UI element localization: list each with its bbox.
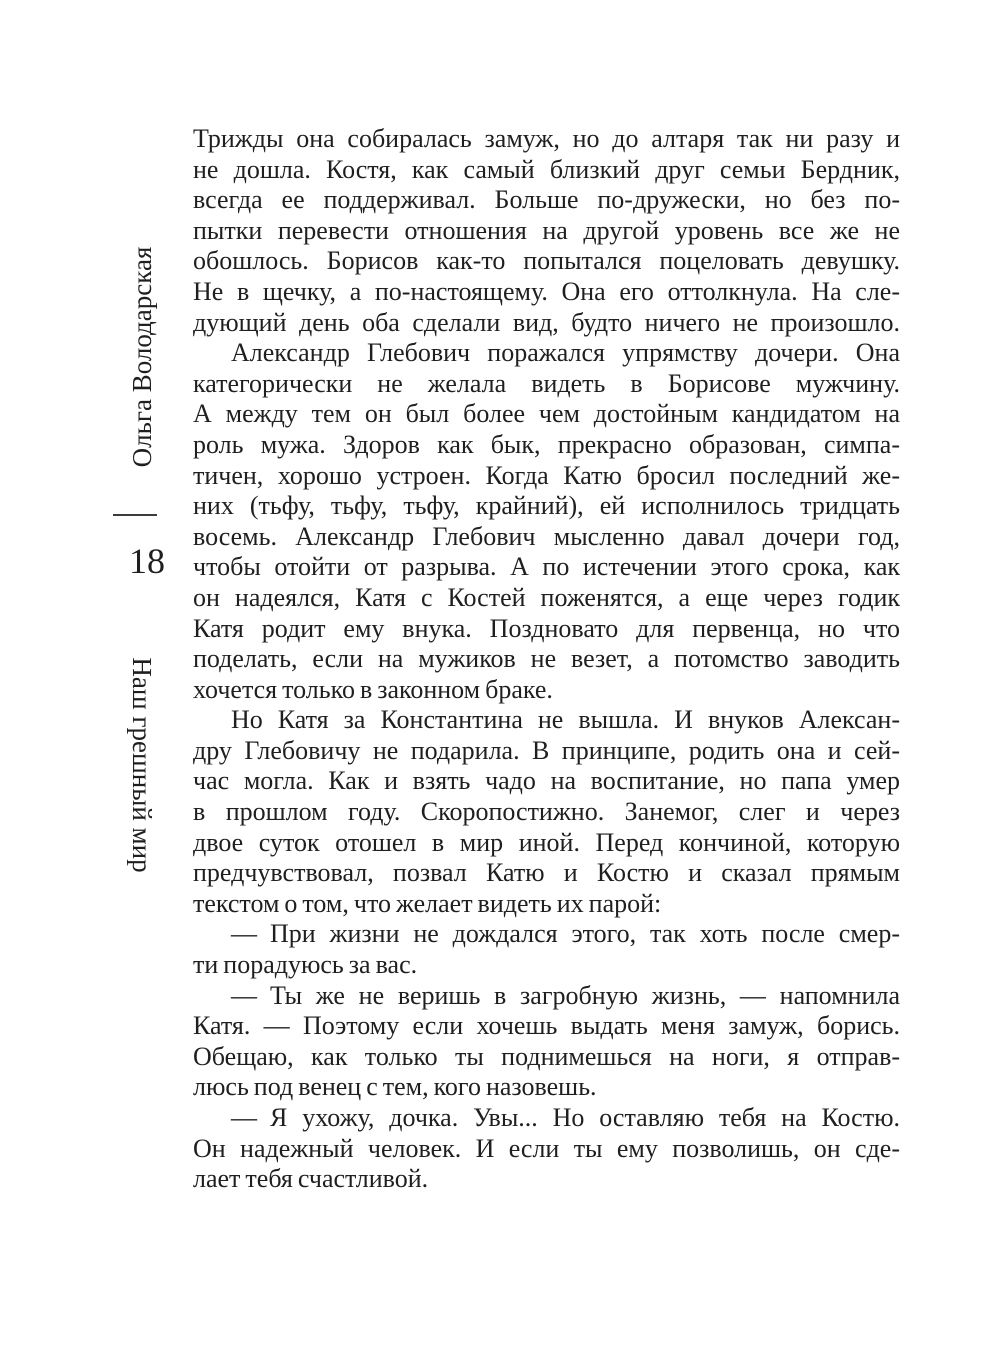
text-line: поделать, если на мужиков не везет, а потомство заводить [193, 644, 900, 674]
text-line: дру Глебовичу не подарила. В принципе, родить она и сей- [193, 735, 900, 765]
text-line: Трижды она собиралась замуж, но до алтаря так ни разу и [193, 124, 900, 153]
text-line: А между тем он был более чем достойным кандидатом на [193, 399, 900, 429]
text-line: дующий день оба сделали вид, будто ничего не произошло. [193, 307, 900, 337]
text-line: Катя родит ему внука. Поздновато для первенца, но что [193, 613, 900, 643]
text-line: них (тьфу, тьфу, тьфу, крайний), ей исполнилось тридцать [193, 491, 900, 521]
text-line: Александр Глебович поражался упрямству дочери. Она [231, 338, 900, 368]
text-line: Катя. — Поэтому если хочешь выдать меня замуж, борись. [193, 1011, 900, 1041]
running-book-title: Наш грешный мир [127, 657, 157, 873]
text-line: восемь. Александр Глебович мысленно давал дочери год, [193, 521, 900, 551]
text-line: категорически не желала видеть в Борисове мужчину. [193, 368, 900, 398]
text-line: Обещаю, как только ты поднимешься на ноги, я отправ- [193, 1041, 900, 1071]
text-line: роль мужа. Здоров как бык, прекрасно образован, симпа- [193, 429, 900, 459]
text-line: предчувствовал, позвал Катю и Костю и сказал прямым [193, 858, 900, 888]
body-text-block [193, 124, 900, 1195]
text-line: пытки перевести отношения на другой уровень все же не [193, 215, 900, 245]
text-line: не дошла. Костя, как самый близкий друг семьи Бердник, [193, 154, 900, 184]
text-line: — Я ухожу, дочка. Увы... Но оставляю тебя на Костю. [231, 1103, 900, 1132]
text-line: чтобы отойти от разрыва. А по истечении этого срока, как [193, 552, 900, 582]
text-line: он надеялся, Катя с Костей поженятся, а еще через годик [193, 582, 900, 612]
text-line: Но Катя за Константина не вышла. И внуков Алексан- [231, 705, 900, 735]
text-line: — При жизни не дождался этого, так хоть после смер- [231, 919, 900, 949]
text-line: час могла. Как и взять чадо на воспитание, но папа умер [193, 766, 900, 796]
text-line: обошлось. Борисов как-то попытался поцеловать девушку. [193, 246, 900, 276]
text-line: ти порадуюсь за вас. [193, 950, 418, 980]
text-line: люсь под венец с тем, кого назовешь. [193, 1072, 597, 1102]
text-line: текстом о том, что желает видеть их парой: [193, 888, 662, 918]
text-line: двое суток отошел в мир иной. Перед кончиной, которую [193, 827, 900, 857]
text-line: Не в щечку, а по-настоящему. Она его оттолкнула. На сле- [193, 276, 900, 306]
text-line: лает тебя счастливой. [193, 1164, 429, 1194]
text-line: в прошлом году. Скоропостижно. Занемог, слег и через [193, 797, 900, 827]
text-line: — Ты же не веришь в загробную жизнь, — напомнила [231, 980, 900, 1010]
text-line: хочется только в законном браке. [193, 674, 553, 704]
text-line: Он надежный человек. И если ты ему позволишь, он сде- [193, 1133, 900, 1163]
text-line: всегда ее поддерживал. Больше по-дружески, но без по- [193, 185, 900, 215]
margin-divider-rule [113, 514, 157, 516]
page-number: 18 [129, 541, 165, 581]
running-author-name: Ольга Володарская [127, 246, 157, 468]
text-line: тичен, хорошо устроен. Когда Катю бросил последний же- [193, 460, 900, 490]
